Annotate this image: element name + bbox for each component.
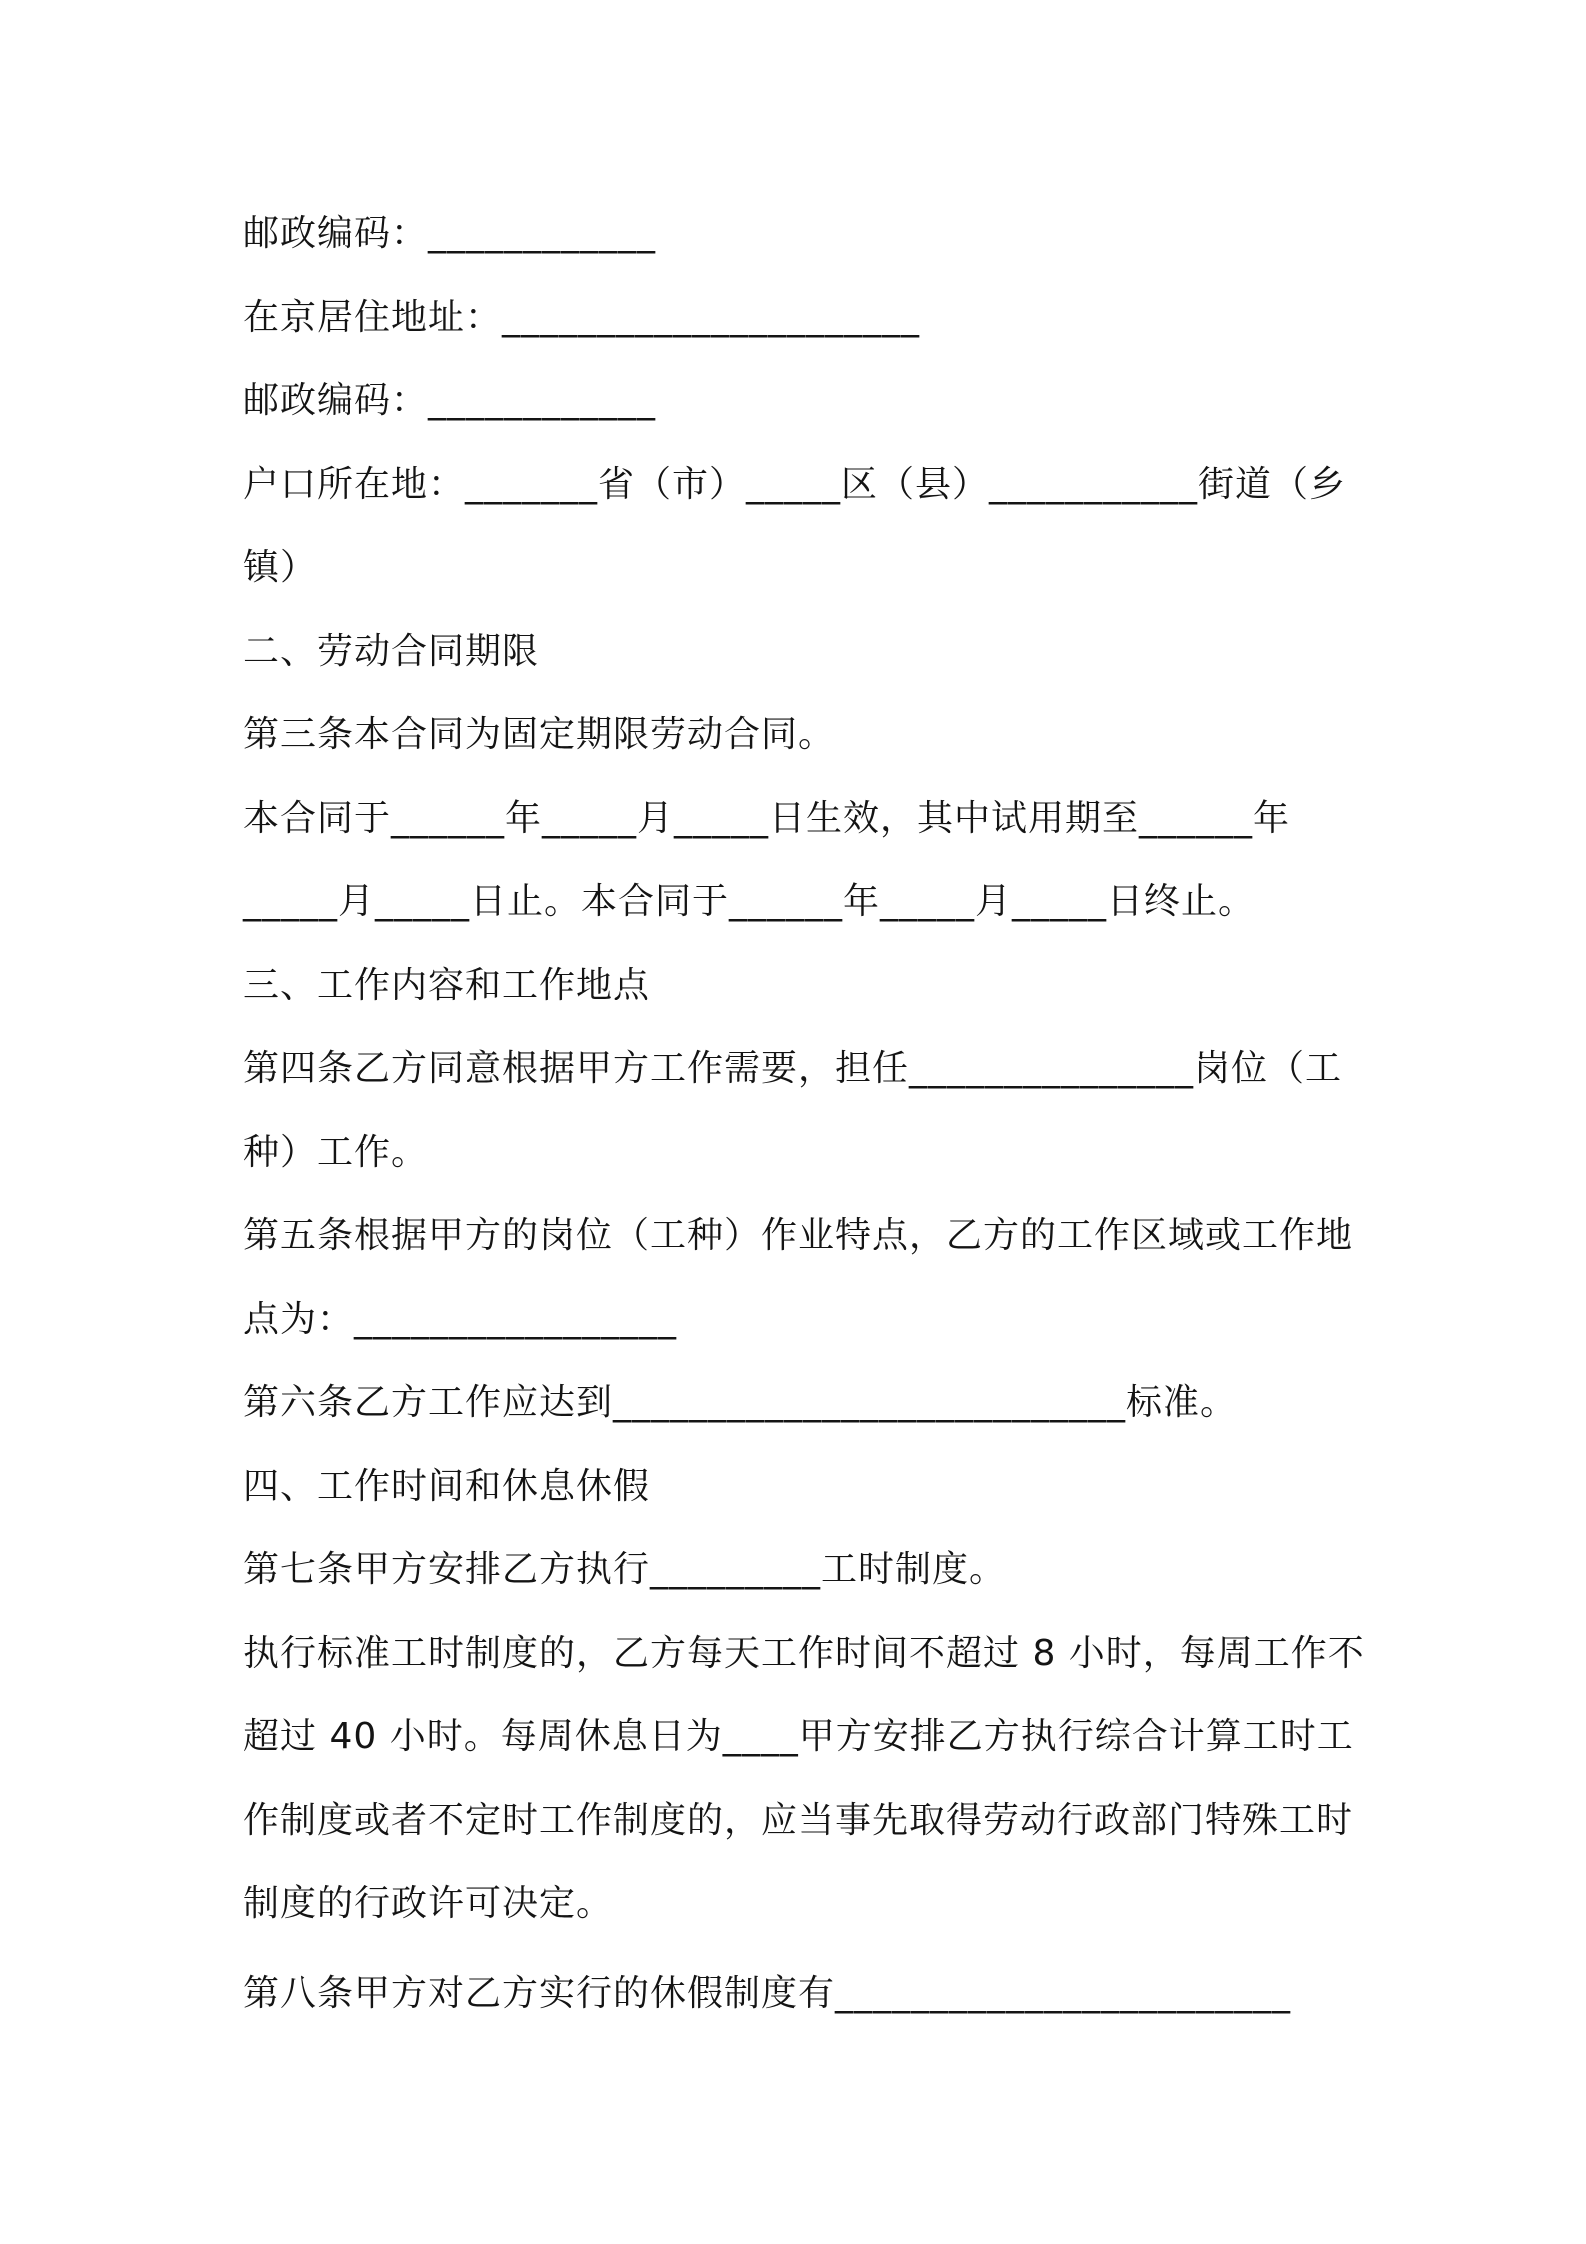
contract-effective-date-line-cont: _____月_____日止。本合同于______年_____月_____日终止。	[243, 881, 1256, 922]
hukou-location-line-cont: 镇）	[243, 547, 318, 588]
section-heading-work-content: 三、工作内容和工作地点	[243, 964, 651, 1006]
contract-page	[243, 192, 1365, 2035]
article-3: 第三条本合同为固定期限劳动合同。	[243, 714, 836, 755]
article-4-cont: 种）工作。	[243, 1131, 429, 1173]
article-8: 第八条甲方对乙方实行的休假制度有________________________	[243, 1972, 1292, 2014]
postal-code-line-1: 邮政编码：____________	[243, 213, 657, 254]
article-7: 第七条甲方安排乙方执行_________工时制度。	[243, 1549, 1007, 1590]
article-6: 第六条乙方工作应达到___________________________标准。	[243, 1382, 1238, 1423]
beijing-address-line: 在京居住地址：______________________	[243, 296, 921, 338]
standard-hours-paragraph-line-3: 作制度或者不定时工作制度的，应当事先取得劳动行政部门特殊工时	[243, 1799, 1354, 1841]
standard-hours-paragraph-line-4: 制度的行政许可决定。	[243, 1883, 614, 1924]
section-heading-contract-term: 二、劳动合同期限	[243, 630, 540, 672]
article-5: 第五条根据甲方的岗位（工种）作业特点，乙方的工作区域或工作地	[243, 1215, 1354, 1256]
article-4: 第四条乙方同意根据甲方工作需要，担任_______________岗位（工	[243, 1048, 1343, 1089]
article-5-cont: 点为：_________________	[243, 1298, 678, 1340]
postal-code-line-2: 邮政编码：____________	[243, 380, 657, 421]
section-heading-work-hours: 四、工作时间和休息休假	[243, 1465, 651, 1507]
standard-hours-paragraph-line-1: 执行标准工时制度的，乙方每天工作时间不超过 8 小时，每周工作不	[243, 1632, 1365, 1674]
standard-hours-paragraph-line-2: 超过 40 小时。每周休息日为____甲方安排乙方执行综合计算工时工	[243, 1716, 1354, 1757]
hukou-location-line: 户口所在地：_______省（市）_____区（县）___________街道（乡	[243, 463, 1347, 505]
contract-effective-date-line: 本合同于______年_____月_____日生效，其中试用期至______年	[243, 797, 1291, 839]
